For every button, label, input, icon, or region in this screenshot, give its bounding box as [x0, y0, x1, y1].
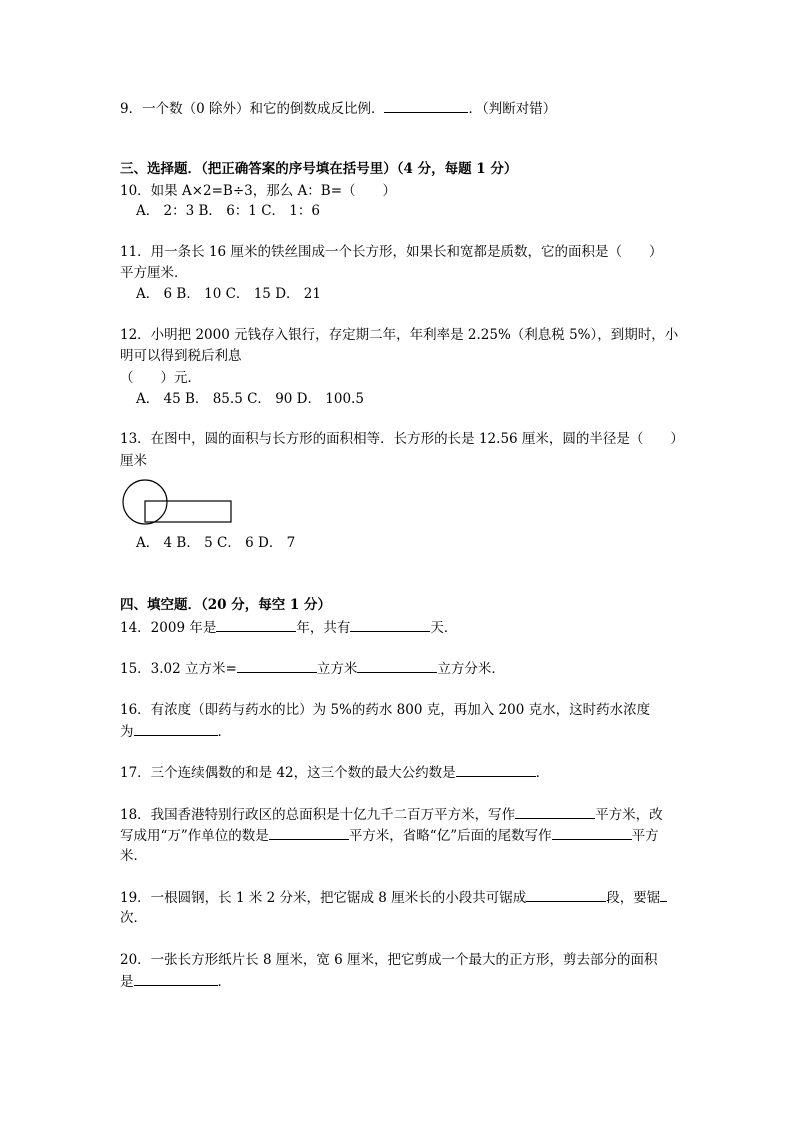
question-15	[120, 659, 505, 678]
q18-text-d: 平方米，省略“亿”后面的尾数写作	[348, 828, 552, 844]
q9-text: 9．一个数（0 除外）和它的倒数成反比例．	[120, 101, 385, 117]
answer-blank[interactable]	[456, 763, 536, 777]
answer-blank[interactable]	[384, 99, 468, 113]
q19-text-a: 19．一根圆钢，长 1 米 2 分米，把它锯成 8 厘米长的小段共可锯成	[120, 890, 527, 906]
q14-text-b: 年，共有	[296, 620, 351, 636]
q13-options: A． 4 B． 5 C． 6 D． 7	[136, 535, 296, 551]
q15-text-b: 立方米	[316, 661, 358, 677]
q18-text-e: 平方	[631, 828, 659, 844]
q11-options: A． 6 B． 10 C． 15 D． 21	[136, 286, 321, 302]
q16-text-a: 16．有浓度（即药与药水的比）为 5%的药水 800 克，再加入 200 克水，这时药水浓度	[120, 702, 651, 718]
q15-text-c: 立方分米．	[437, 661, 505, 677]
q18-text-c: 写成用“万”作单位的数是	[120, 828, 269, 844]
q17-text-a: 17．三个连续偶数的和是 42，这三个数的最大公约数是	[120, 765, 456, 781]
q14-text-c: 天．	[430, 620, 458, 636]
q12-stem: 12．小明把 2000 元钱存入银行，存定期二年，年利率是 2.25%（利息税 5%），到期时，小	[120, 327, 679, 343]
answer-blank[interactable]	[357, 659, 437, 673]
question-18-line-1	[120, 805, 663, 824]
question-14	[120, 618, 457, 637]
question-16-line-2	[120, 722, 231, 741]
q12-stem-2: 明可以得到税后利息	[120, 348, 242, 364]
section-3-title: 三、选择题．（把正确答案的序号填在括号里）（4 分，每题 1 分）	[120, 161, 518, 177]
q10-stem: 10．如果 A×2=B÷3，那么 A：B=（ ）	[120, 183, 397, 199]
q15-text-a: 15．3.02 立方米=	[120, 661, 237, 677]
question-9	[120, 99, 556, 118]
answer-blank[interactable]	[216, 618, 296, 632]
q16-text-b: 为	[120, 724, 134, 740]
figure-rectangle	[145, 501, 231, 522]
q20-text-b: 是	[120, 974, 134, 990]
answer-blank[interactable]	[526, 888, 606, 902]
answer-blank[interactable]	[660, 888, 667, 902]
q13-stem-2: 厘米	[120, 453, 147, 469]
circle-rectangle-figure	[118, 478, 238, 528]
q18-text-b: 平方米，改	[595, 807, 663, 823]
section-4-title: 四、填空题．（20 分，每空 1 分）	[120, 597, 332, 613]
q19-text-c: 次．	[120, 910, 147, 926]
question-18-line-2	[120, 826, 659, 845]
q13-stem: 13．在图中，圆的面积与长方形的面积相等．长方形的长是 12.56 厘米，圆的半径是（ ）	[120, 431, 684, 447]
q18-text-f: 米．	[120, 848, 147, 864]
q9-tail: ．（判断对错）	[468, 101, 557, 117]
q11-stem-2: 平方厘米．	[120, 265, 188, 281]
answer-blank[interactable]	[134, 722, 218, 736]
question-20-line-2	[120, 972, 231, 991]
answer-blank[interactable]	[350, 618, 430, 632]
q11-stem: 11．用一条长 16 厘米的铁丝围成一个长方形，如果长和宽都是质数，它的面积是（ ）	[120, 244, 663, 260]
q20-text-c: ．	[217, 974, 231, 990]
answer-blank[interactable]	[552, 826, 632, 840]
answer-blank[interactable]	[269, 826, 349, 840]
q18-text-a: 18．我国香港特别行政区的总面积是十亿九千二百万平方米，写作	[120, 807, 516, 823]
q12-options: A． 45 B． 85.5 C． 90 D． 100.5	[136, 391, 364, 407]
q12-stem-3: （ ）元．	[120, 370, 201, 386]
answer-blank[interactable]	[237, 659, 317, 673]
question-17	[120, 763, 549, 782]
q10-options: A． 2：3 B． 6：1 C． 1：6	[136, 203, 320, 219]
q16-text-c: ．	[217, 724, 231, 740]
answer-blank[interactable]	[515, 805, 595, 819]
q14-text-a: 14．2009 年是	[120, 620, 217, 636]
question-19-line-1	[120, 888, 667, 907]
q20-text-a: 20．一张长方形纸片长 8 厘米，宽 6 厘米，把它剪成一个最大的正方形，剪去部分的面积	[120, 952, 658, 968]
q19-text-b: 段，要锯	[606, 890, 661, 906]
answer-blank[interactable]	[134, 972, 218, 986]
q17-text-b: ．	[535, 765, 550, 781]
